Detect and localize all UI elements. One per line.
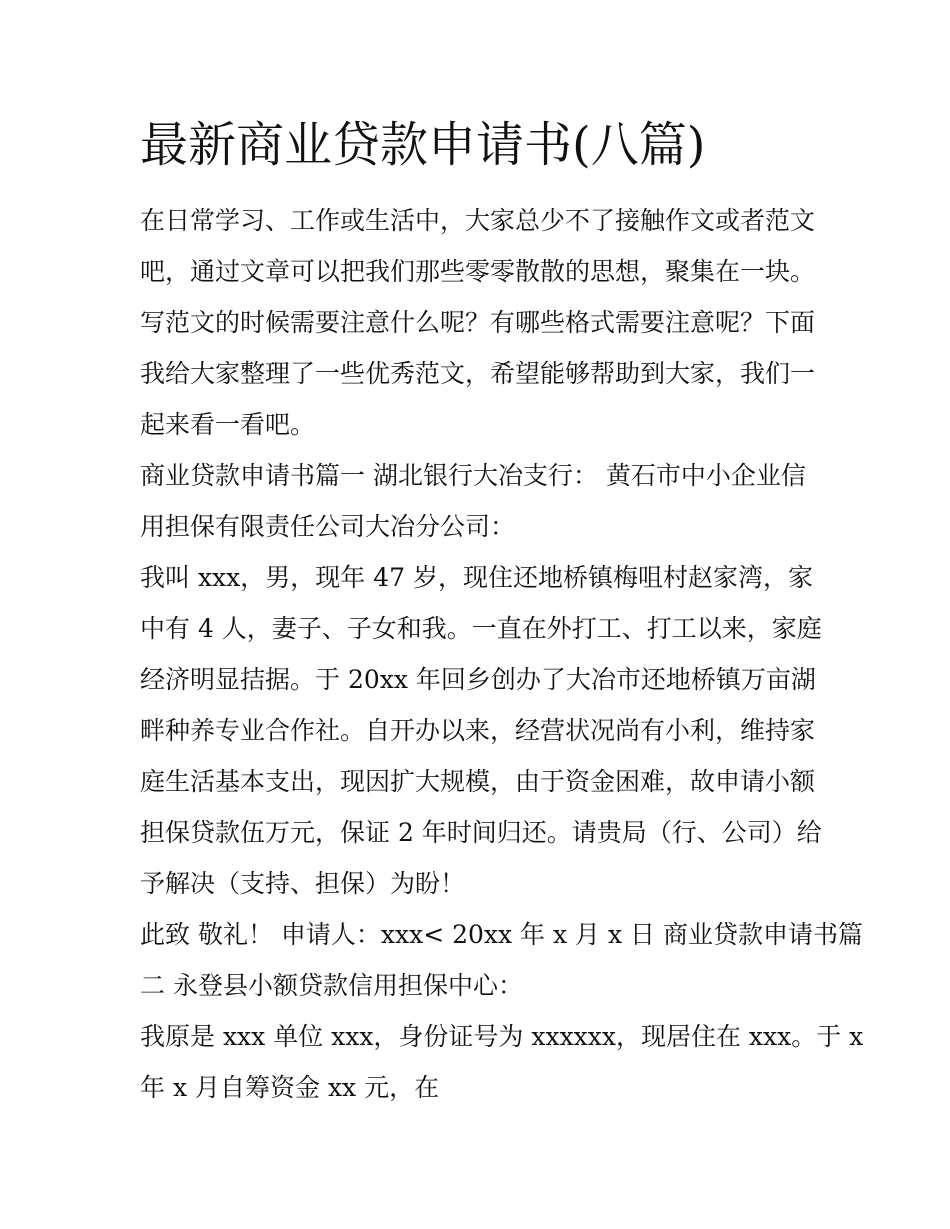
text-line: 年 x 月自筹资金 xx 元，在 <box>140 1073 440 1102</box>
text-line: 我原是 xxx 单位 xxx，身份证号为 xxxxxx，现居住在 xxx。于 x <box>140 1022 864 1051</box>
document-title: 最新商业贷款申请书(八篇) <box>140 117 706 173</box>
text-line: 吧，通过文章可以把我们那些零零散散的思想，聚集在一块。 <box>140 257 816 286</box>
text-line: 担保贷款伍万元，保证 2 年时间归还。请贵局（行、公司）给 <box>140 818 822 847</box>
text-line: 起来看一看吧。 <box>140 410 316 439</box>
text-line: 经济明显拮据。于 20xx 年回乡创办了大冶市还地桥镇万亩湖 <box>140 665 816 694</box>
text-line: 中有 4 人，妻子、子女和我。一直在外打工、打工以来，家庭 <box>140 614 822 643</box>
text-line: 庭生活基本支出，现因扩大规模，由于资金困难，故申请小额 <box>140 767 816 796</box>
text-line: 予解决（支持、担保）为盼！ <box>140 869 466 898</box>
text-line: 我叫 xxx，男，现年 47 岁，现住还地桥镇梅咀村赵家湾，家 <box>140 563 813 592</box>
text-line: 用担保有限责任公司大冶分公司： <box>140 512 516 541</box>
text-line: 此致 敬礼！ 申请人：xxx< 20xx 年 x 月 x 日 商业贷款申请书篇 <box>140 920 863 949</box>
text-line: 写范文的时候需要注意什么呢？有哪些格式需要注意呢？下面 <box>140 308 816 337</box>
text-line: 在日常学习、工作或生活中，大家总少不了接触作文或者范文 <box>140 206 816 235</box>
text-line: 二 永登县小额贷款信用担保中心： <box>140 971 523 1000</box>
text-line: 我给大家整理了一些优秀范文，希望能够帮助到大家，我们一 <box>140 359 816 388</box>
text-line: 商业贷款申请书篇一 湖北银行大冶支行： 黄石市中小企业信 <box>140 461 806 490</box>
text-line: 畔种养专业合作社。自开办以来，经营状况尚有小利，维持家 <box>140 716 816 745</box>
